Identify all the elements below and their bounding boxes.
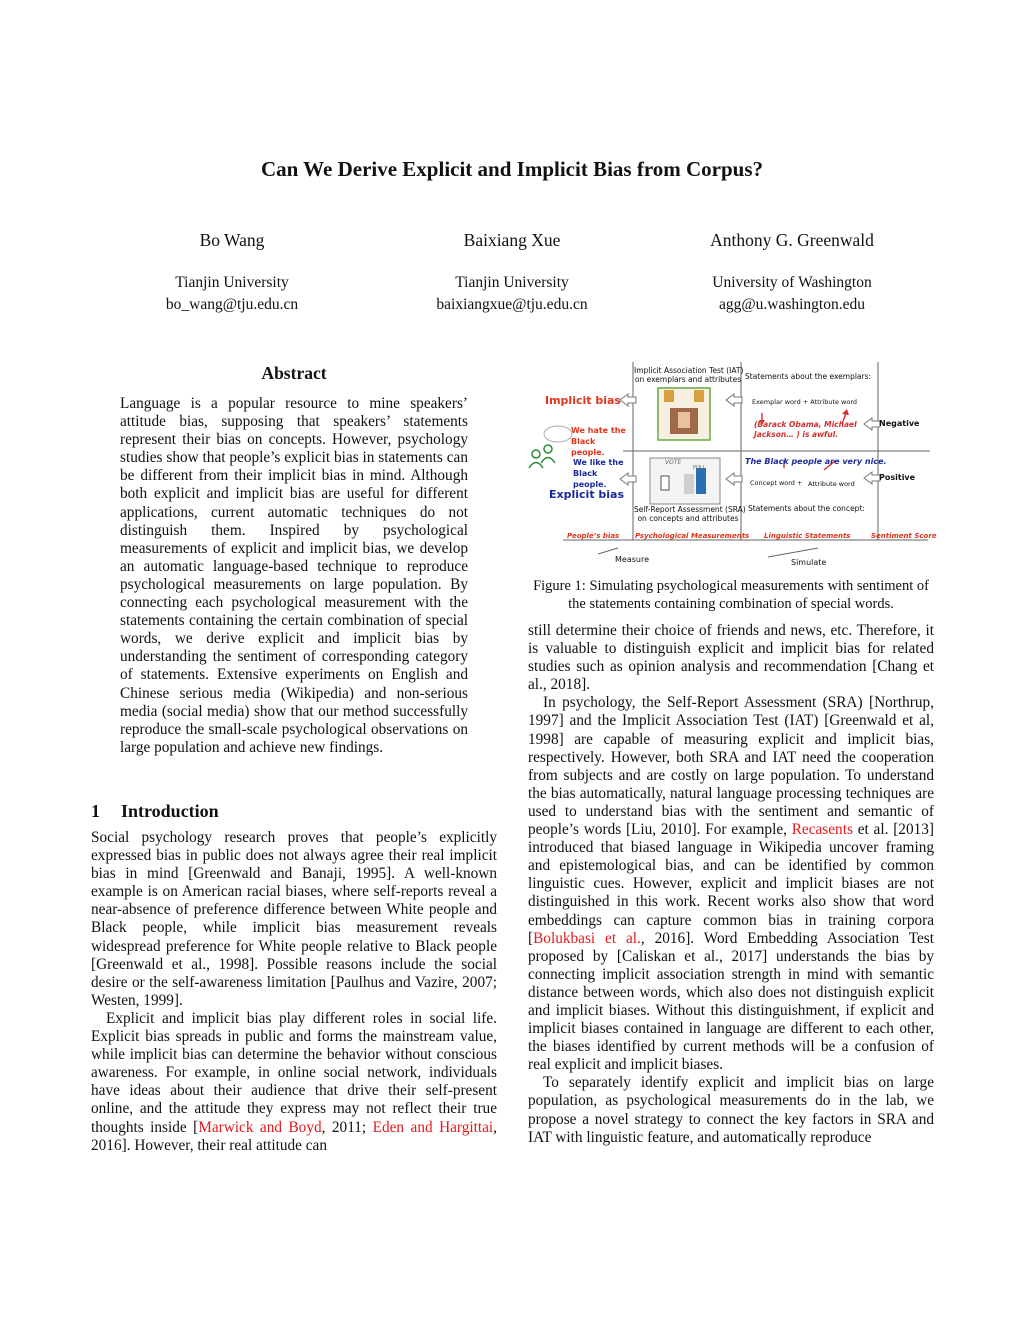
iat-label-line: Implicit Association Test (IAT) bbox=[634, 366, 744, 375]
author-name: Bo Wang bbox=[199, 230, 265, 250]
vote-text: VOTE bbox=[665, 459, 682, 466]
citation-link[interactable]: Eden and Hargittai bbox=[372, 1118, 494, 1136]
author-block bbox=[382, 229, 642, 316]
abstract-body bbox=[120, 395, 468, 757]
text-run: , 2016]. Word Embedding Association Test proposed by [Caliskan et al., 2017] understands the bias by connecting implicit association strength in mind with semantic distance between words, which also does not distinguish explicit and implicit biases. Without this distinguishment, if explicit and implicit biases contained in language are different to each other, the biases identified by current methods will be a confusion of real explicit and implicit biases. bbox=[528, 929, 934, 1074]
peoples-bias-label: People’s bias bbox=[567, 532, 620, 540]
sra-label-line: on concepts and attributes bbox=[637, 514, 739, 523]
author-block bbox=[102, 229, 362, 316]
author-name: Anthony G. Greenwald bbox=[710, 230, 874, 250]
abstract-text: Language is a popular resource to mine speakers’ attitude bias, supposing that speakers’ statements represent their bias on concepts. However, psychology studies show that people’s explicit bias in statements can be different from their implicit bias in mind. Although both explicit and implicit bias are useful for different applications, current automatic techniques do not distinguish them. Inspired by psychological measurements of explicit and implicit bias, we develop an automatic language-based technique to reproduce psychological measurements on large population. By connecting each psychological measurement with the statements containing the certain combination of special words, we derive explicit and implicit bias by understanding the sentiment of corresponding category of statements. Extensive experiments on English and Chinese serious media (Wikipedia) and non-serious media (social media) show that our method successfully reproduce the small-scale psychological observations on large population and achieve new findings. bbox=[120, 395, 468, 756]
abstract-heading: Abstract bbox=[261, 363, 327, 383]
we-like-statement: We like the Black people. bbox=[573, 458, 624, 489]
sentiment-score-label: Sentiment Score bbox=[871, 532, 937, 540]
author-block bbox=[662, 229, 922, 316]
positive-label: Positive bbox=[879, 473, 916, 482]
author-email: bo_wang@tju.edu.cn bbox=[165, 296, 299, 313]
figure-1 bbox=[528, 362, 937, 572]
figure-caption: Figure 1: Simulating psychological measurements with sentiment of the statements containing combination of special words. bbox=[533, 578, 929, 612]
left-column-text bbox=[91, 829, 497, 1155]
author-affiliation: University of Washington bbox=[712, 274, 872, 291]
author-affiliation: Tianjin University bbox=[455, 274, 569, 291]
linguistic-statements-label: Linguistic Statements bbox=[764, 532, 851, 540]
sra-label bbox=[634, 505, 746, 523]
text-run: et al. [2013] introduced that biased language in Wikipedia uncover framing and epistemological bias, and can be identified by common linguistic cues. However, explicit and implicit biases are not distinguished in this work. Recent works also show that word embeddings can capture common bias in training corpora [ bbox=[528, 821, 934, 947]
section-title: Introduction bbox=[121, 801, 219, 821]
right-column-text bbox=[528, 622, 934, 1147]
citation-link[interactable]: Bolukbasi et al. bbox=[533, 929, 641, 947]
measure-label: Measure bbox=[615, 555, 649, 564]
intro-paragraph: Social psychology research proves that people’s explicitly expressed bias in public does not always agree their real implicit bias in mind [Greenwald and Banaji, 1995]. A well-known example is on American racial biases, where self-reports reveal a near-absence of preference difference between White people and Black people, while implicit bias measurement reveals widespread preference for White people relative to Black people [Greenwald et al., 1998]. Possible reasons include the social desire or the self-awareness limitation [Paulhus and Vazire, 2007; Westen, 1999]. bbox=[91, 829, 497, 1009]
section-number: 1 bbox=[91, 801, 100, 821]
implicit-bias-label: Implicit bias bbox=[545, 394, 621, 407]
exemplar-header: Statements about the exemplars: bbox=[745, 372, 872, 381]
author-email: baixiangxue@tju.edu.cn bbox=[436, 296, 588, 313]
positive-example: The Black people are very nice. bbox=[745, 457, 887, 466]
author-name: Baixiang Xue bbox=[463, 230, 561, 250]
negative-label: Negative bbox=[879, 419, 920, 428]
we-hate-statement: We hate the Black people. bbox=[571, 426, 626, 457]
citation-link[interactable]: Recasents bbox=[791, 821, 853, 839]
text-run: Explicit and implicit bias play different roles in social life. Explicit bias spreads in public and forms the mainstream value, while implicit bias can determine the behavior without conscious awareness. For example, in online social network, individuals have ideas about their audience that drive their self-present online, and the attitude they express may not reflect their true thoughts inside [ bbox=[91, 1009, 497, 1136]
citation-link[interactable]: Marwick and Boyd bbox=[198, 1118, 322, 1136]
author-email: agg@u.washington.edu bbox=[718, 296, 865, 313]
iat-label-line: on exemplars and attributes bbox=[634, 375, 742, 384]
body-paragraph bbox=[528, 694, 934, 1074]
plus-sign: + bbox=[797, 479, 803, 487]
intro-paragraph bbox=[91, 1010, 497, 1155]
exemplar-word-label: Exemplar word + Attribute word bbox=[752, 398, 858, 406]
sra-label-line: Self-Report Assessment (SRA) bbox=[634, 505, 746, 514]
attribute-word-label: Attribute word bbox=[808, 480, 855, 488]
psych-measurements-label: Psychological Measurements bbox=[635, 532, 750, 540]
text-run: , 2011; bbox=[321, 1118, 373, 1136]
poll-text: POLL bbox=[693, 465, 706, 471]
explicit-bias-label: Explicit bias bbox=[549, 488, 625, 501]
text-run: In psychology, the Self-Report Assessment (SRA) [Northrup, 1997] and the Implicit Association Test (IAT) [Greenwald et al, 1998] are capable of measuring explicit and implicit bias, respectively. However, both SRA and IAT need the cooperation from subjects and are costly on large population. To understand the bias automatically, natural language processing techniques are used to understand bias with the sentiment and semantic of people’s words [Liu, 2010]. For example, bbox=[528, 694, 934, 839]
simulate-label: Simulate bbox=[791, 558, 827, 567]
concept-word-label: Concept word bbox=[750, 479, 795, 487]
author-affiliation: Tianjin University bbox=[175, 274, 289, 291]
concept-header: Statements about the concept: bbox=[748, 504, 865, 513]
paper-title: Can We Derive Explicit and Implicit Bias from Corpus? bbox=[260, 157, 764, 181]
iat-label bbox=[634, 366, 742, 384]
body-paragraph: still determine their choice of friends and news, etc. Therefore, it is valuable to distinguish explicit and implicit bias for related studies such as opinion analysis and recommendation [Chang et al., 2018]. bbox=[528, 622, 934, 694]
negative-example: (Barack Obama, Michael Jackson… ) is awful. bbox=[754, 420, 857, 439]
section-heading bbox=[91, 801, 219, 822]
text-run: , 2016]. However, their real attitude can bbox=[91, 1118, 497, 1154]
body-paragraph: To separately identify explicit and implicit bias on large population, as psychological measurements do in the lab, we propose a novel strategy to connect the key factors in SRA and IAT with linguistic feature, and automatically reproduce bbox=[528, 1074, 934, 1146]
